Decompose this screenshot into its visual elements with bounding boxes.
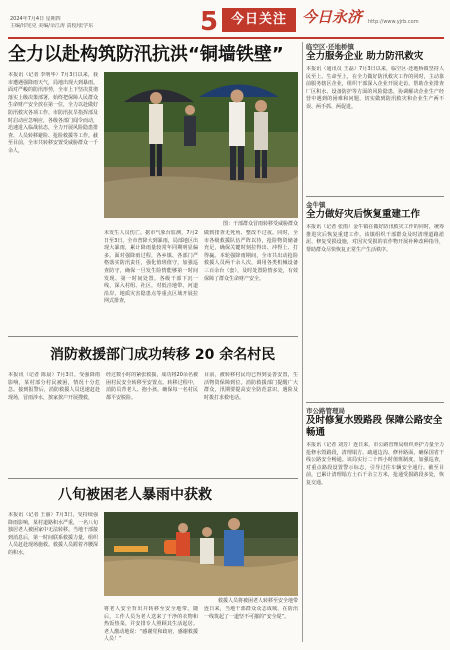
- side2-headline: 全力做好灾后恢复重建工作: [306, 209, 421, 220]
- story3-headline: 八旬被困老人暴雨中获救: [58, 487, 212, 503]
- divider-2: [8, 478, 298, 479]
- story2-headline: 消防救援部门成功转移 20 余名村民: [50, 347, 276, 363]
- editors-line: 主编/印宪克 美编/余江涛 责校/张学东: [10, 23, 94, 29]
- masthead-meta: [10, 16, 200, 30]
- column-divider: [302, 42, 303, 642]
- side-story-2: [306, 200, 444, 400]
- side1-body: 本报讯（通讯员 王磊）7月3日以来，临空区·还地桥镇坚持人民至上、生命至上，在全力做好防汛救灾工作的同时，主动靠前服务辖区企业，组织干部深入企业开展走访，帮助企业排查厂区积水、设备防护等方面的风险隐患，协调解决企业生产经营中遇到的困难和问题，切实做到防汛救灾和企业生产两不误、两手抓、两促进。: [306, 66, 444, 110]
- story3-photo: [104, 512, 298, 596]
- newspaper-logo: 今日永济: [302, 8, 363, 26]
- lead-column-2: 未发生人员伤亡。据市气象台监测，7月2日至3日，全市普降大到暴雨，局部地区出现大暴雨，累计降雨量较常年同期明显偏多。面对强降雨过程，各乡镇、各部门严格落实防汛责任，强化值班值守，加强巡查防守，确保一旦发生险情能够第一时间发现、第一时间处置。各级干部下沉一线，深入村组、社区，对低洼地带、河道沿岸、地质灾害隐患点等重点区域开展拉网式排查，: [104, 230, 198, 305]
- side2-body: 本报讯（记者 张雨）金牛镇在做好防汛救灾工作的同时，统筹推进灾后恢复重建工作。该镇组织干部群众及时清理道路淤泥、修复受损设施，对因灾受损的农作物开展补种改种指导，帮助群众尽快恢复正常生产生活秩序。: [306, 224, 444, 253]
- story2-column-3: 目前，被转移村民均已得到妥善安置，生活物资保障到位。消防救援部门提醒广大群众，汛期要提高安全防范意识，遇险及时拨打求救电话。: [204, 372, 298, 401]
- side-divider-2: [306, 402, 444, 403]
- lead-photo-image: [104, 72, 298, 218]
- issue-date: 2024年7月4日 星期四: [10, 16, 61, 22]
- story3-column-2: 将老人安全背出并转移至安全地带。随后，工作人员为老人送来了干净的衣物和热饭热菜，并安排专人照顾其生活起居。老人激动地说：“感谢党和政府，感谢救援人员！”: [104, 606, 198, 643]
- page-number: 5: [200, 7, 219, 37]
- side3-body: 本报讯（记者 刘芳）连日来，市公路管理局组织养护力量全力抢修水毁路段，清理塌方、疏通边沟、修补路面，确保国省干线公路安全畅通。该局实行二十四小时值班制度，加强巡查，对重点路段设置警示标志，引导过往车辆安全通行。截至目前，已累计清理塌方土石千余立方米，抢通受损路段多处，恢复交通。: [306, 442, 444, 486]
- side-story-1: [306, 42, 444, 192]
- story3-column-3: 连日来，当地干部群众众志成城，在防汛一线筑起了一道坚不可摧的“安全堤”。: [204, 606, 298, 620]
- divider-1: [8, 336, 298, 337]
- side-story-3: [306, 406, 444, 642]
- side-divider-1: [306, 196, 444, 197]
- lead-headline: 全力以赴构筑防汛抗洪“铜墙铁壁”: [8, 44, 284, 65]
- side3-kicker: 市公路管理局: [306, 407, 345, 415]
- lead-column-1: 本报讯（记者 李明华）7月3日以来，我市遭遇强降雨天气，局地出现大到暴雨。面对严峻的防汛形势，全市上下坚决贯彻落实上级决策部署，始终把保障人民群众生命财产安全放在第一位，全力以赴做好防汛救灾各项工作。市防汛抗旱指挥部及时启动应急响应，各级各部门闻令而动，迅速进入临战状态，全力开展风险隐患排查、人员转移避险、抢险救援等工作。截至目前，全市共转移安置受威胁群众一千余人，: [8, 72, 98, 154]
- lead-photo-caption: 图：干部群众冒雨转移受威胁群众: [222, 221, 298, 227]
- section-title: 今日关注: [222, 8, 296, 32]
- lead-column-3: 做到排查无死角、整改不过夜。同时，全市各级救援队伍严阵以待，抢险物资储备充足，确保关键时刻拉得出、冲得上、打得赢。本轮强降雨期间，全市共出动抢险救援人员两千余人次，调用各类机械设备三百余台（套），及时处置险情多处，有效保障了群众生命财产安全。: [204, 230, 298, 282]
- side2-kicker: 金牛镇: [306, 201, 326, 209]
- story3-photo-image: [104, 512, 298, 596]
- side1-kicker: 临空区·还地桥镇: [306, 43, 354, 51]
- lead-photo: [104, 72, 298, 218]
- header-rule: [8, 37, 444, 39]
- story3-column-1: 本报讯（记者 王丽）7月3日，受持续强降雨影响，某村道路积水严重，一名八旬独居老人被困家中无法转移。当地干部接到消息后，第一时间联系救援力量，组织人员赶赴现场施救。救援人员蹚着齐腰深的积水，: [8, 512, 98, 556]
- story2-column-2: 经过数小时的紧张救援，成功将20余名被困村民安全转移至安置点。转移过程中，消防员背老人、抱小孩，确保每一名村民都平安脱险。: [106, 372, 198, 401]
- side1-headline: 全力服务企业 助力防汛救灾: [306, 51, 424, 62]
- website-url[interactable]: http://www.yjrb.com: [368, 19, 419, 25]
- story3-photo-caption: 救援人员将被困老人转移至安全地带: [217, 598, 298, 604]
- side3-headline: 及时修复水毁路段 保障公路安全畅通: [306, 415, 443, 438]
- story2-column-1: 本报讯（记者 陈晨）7月3日，受强降雨影响，某村部分村民被困，情况十分危急。接到报警后，消防救援人员迅速赶赴现场，冒雨涉水，挨家挨户开展搜救，: [8, 372, 100, 401]
